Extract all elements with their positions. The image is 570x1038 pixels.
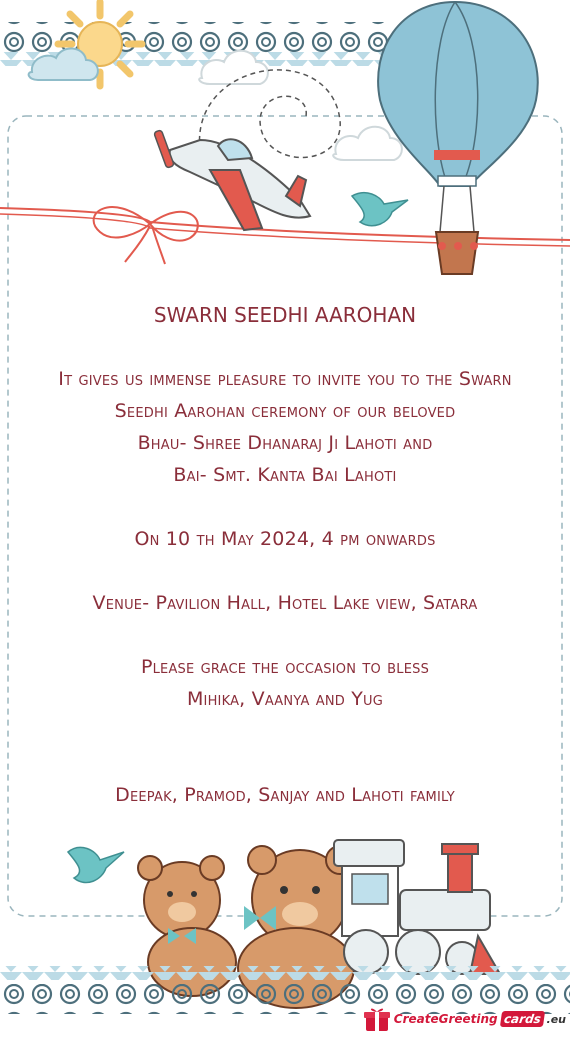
- invitation-line-1: It gives us immense pleasure to invite you to the Swarn: [58, 368, 512, 390]
- logo-text-part3: .eu: [546, 1012, 566, 1026]
- date-time-line: On 10 th May 2024, 4 pm onwards: [134, 528, 436, 550]
- logo-text-part2: cards: [500, 1011, 545, 1027]
- gift-icon: [363, 1005, 391, 1033]
- blessing-line-1: Please grace the occasion to bless: [140, 656, 430, 678]
- invitation-line-2: Seedhi Aarohan ceremony of our beloved: [114, 400, 456, 422]
- hosts-line: Deepak, Pramod, Sanjay and Lahoti family: [115, 784, 455, 806]
- logo-text-part1: CreateGreeting: [393, 1012, 498, 1026]
- venue-line: Venue- Pavilion Hall, Hotel Lake view, Satara: [92, 592, 478, 614]
- blessing-line-2: Mihika, Vaanya and Yug: [186, 688, 384, 710]
- honoree-line-2: Bai- Smt. Kanta Bai Lahoti: [173, 464, 397, 486]
- honoree-line-1: Bhau- Shree Dhanaraj Ji Lahoti and: [137, 432, 433, 454]
- brand-logo[interactable]: [363, 1004, 566, 1034]
- card-title: SWARN SEEDHI AAROHAN: [153, 303, 417, 327]
